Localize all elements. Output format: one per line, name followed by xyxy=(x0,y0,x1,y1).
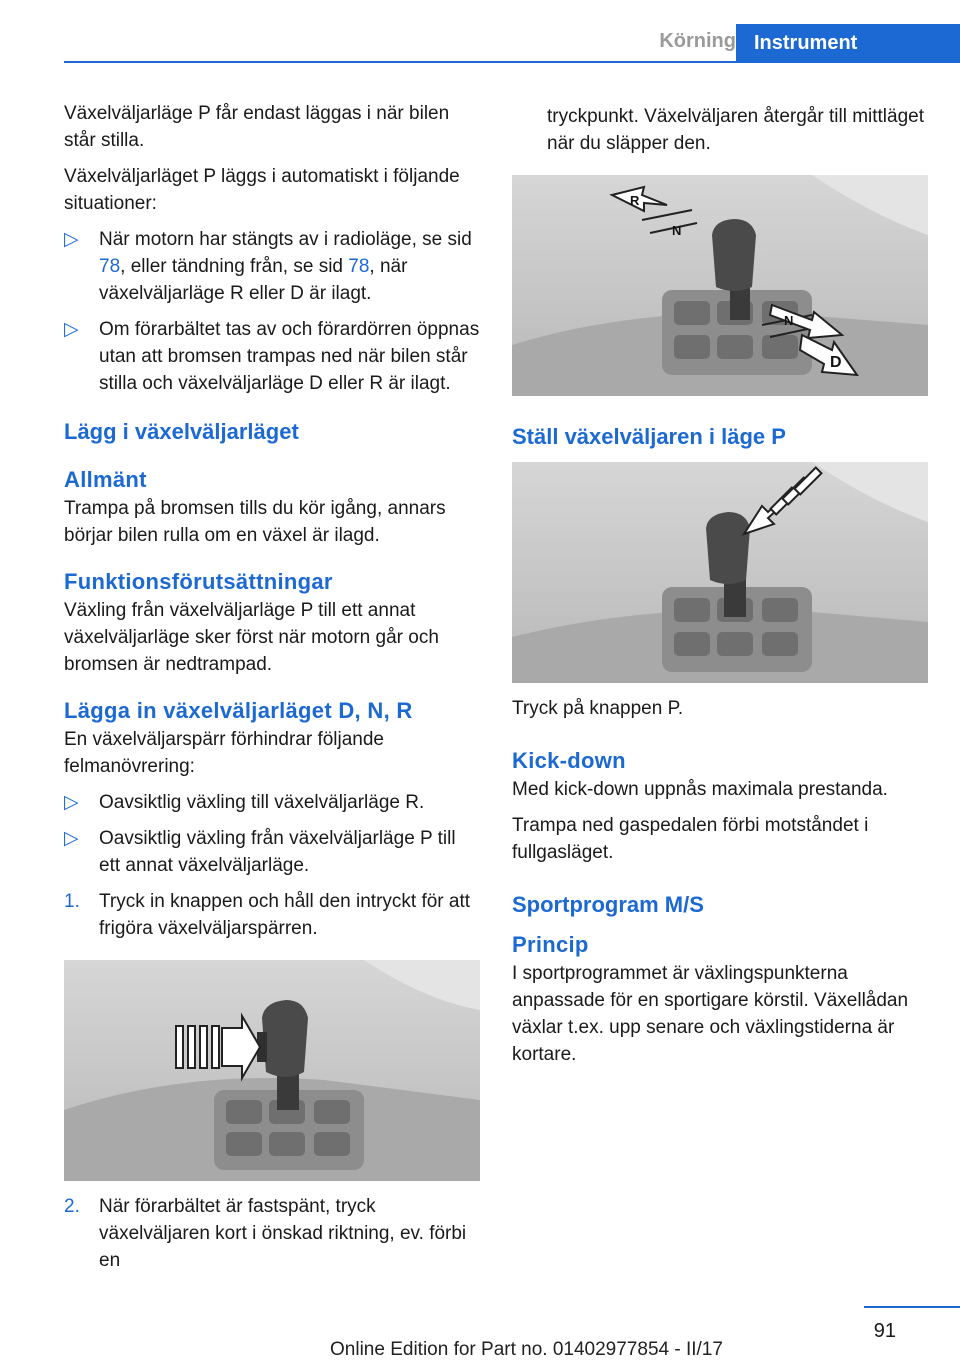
bullet-list xyxy=(64,789,480,942)
label-n: N xyxy=(672,223,682,238)
tab-korning[interactable]: Körning xyxy=(659,30,736,52)
header-rule xyxy=(64,61,960,63)
gear-positions-figure xyxy=(512,175,928,396)
page-header xyxy=(0,0,960,62)
paragraph: Växelväljarläge P får endast läggas i när bilen står stilla. xyxy=(64,103,450,151)
list-text: När förarbältet är fastspänt, tryck växelväljaren kort i önskad riktning, ev. förbi en xyxy=(99,1196,467,1271)
list-item xyxy=(64,1193,480,1274)
tab-instrument[interactable]: Instrument xyxy=(736,24,960,62)
list-item xyxy=(64,226,480,307)
paragraph: Växelväljarläget P läggs i automatiskt i följande situationer: xyxy=(64,166,460,214)
page-link[interactable]: 78 xyxy=(99,256,121,277)
bullet-marker: ▷ xyxy=(64,319,79,340)
p-button-figure xyxy=(512,462,928,683)
step-number: 1. xyxy=(64,891,80,912)
section-heading: Lägg i växelväljarläget xyxy=(64,419,299,444)
paragraph: Tryck på knappen P. xyxy=(512,698,684,719)
list-text: Oavsiktlig växling från växelväljarläge P till ett annat växelväljarläge. xyxy=(99,828,456,876)
subheading: Funktionsförutsättningar xyxy=(64,569,333,594)
section-heading: Sportprogram M/S xyxy=(512,892,704,917)
bullet-marker: ▷ xyxy=(64,792,79,813)
page-link[interactable]: 78 xyxy=(348,256,370,277)
paragraph: Växling från växelväljarläge P till ett annat växelväljarläge sker först när motorn går och bromsen är nedtrampad. xyxy=(64,600,439,675)
section-heading: Ställ växelväljaren i läge P xyxy=(512,424,786,449)
numbered-list xyxy=(64,1193,480,1274)
bullet-marker: ▷ xyxy=(64,229,79,250)
subheading: Kick-down xyxy=(512,748,626,773)
paragraph: Trampa på bromsen tills du kör igång, annars börjar bilen rulla om en växel är ilagd. xyxy=(64,498,446,546)
paragraph: En växelväljarspärr förhindrar följande felmanövrering: xyxy=(64,729,384,777)
subheading: Lägga in växelväljarläget D, N, R xyxy=(64,698,413,723)
list-text: Oavsiktlig växling till växelväljarläge R. xyxy=(99,792,425,813)
edition-line: Online Edition for Part no. 01402977854 - II/17 xyxy=(330,1339,723,1360)
step-number: 2. xyxy=(64,1196,80,1217)
subheading: Princip xyxy=(512,932,589,957)
list-item xyxy=(64,316,480,397)
paragraph: tryckpunkt. Växelväljaren återgår till mittläget när du släpper den. xyxy=(547,106,924,154)
paragraph: Trampa ned gaspedalen förbi motståndet i fullgasläget. xyxy=(512,815,869,863)
list-item xyxy=(64,789,480,816)
list-text: , eller tändning från, se sid xyxy=(120,256,349,277)
list-item xyxy=(64,825,480,879)
list-item xyxy=(64,888,480,942)
paragraph: I sportprogrammet är växlingspunkterna anpassade för en sportigare körstil. Växellådan växlar t.ex. upp senare och växlingstiderna är kortare. xyxy=(512,963,909,1065)
bullet-marker: ▷ xyxy=(64,828,79,849)
subheading: Allmänt xyxy=(64,467,147,492)
label-n: N xyxy=(784,313,794,328)
label-d: D xyxy=(830,354,842,371)
list-text: Tryck in knappen och håll den intryckt för att frigöra växelväljarspärren. xyxy=(99,891,471,939)
label-r: R xyxy=(630,193,640,208)
page-number: 91 xyxy=(873,1320,896,1342)
list-text: Om förarbältet tas av och förardörren öppnas utan att bromsen trampas ned när bilen står stilla och växelväljarläge D eller R är ilagt. xyxy=(99,319,480,394)
right-column xyxy=(512,103,928,1077)
paragraph: Med kick-down uppnås maximala prestanda. xyxy=(512,779,888,800)
list-text: När motorn har stängts av i radioläge, se sid xyxy=(99,229,472,250)
footer-rule xyxy=(864,1306,960,1308)
gear-selector-button-figure xyxy=(64,960,480,1181)
list-text: , när växelväljarläge R eller D är ilagt. xyxy=(99,256,408,304)
bullet-list xyxy=(64,226,480,397)
left-column xyxy=(64,100,480,1283)
